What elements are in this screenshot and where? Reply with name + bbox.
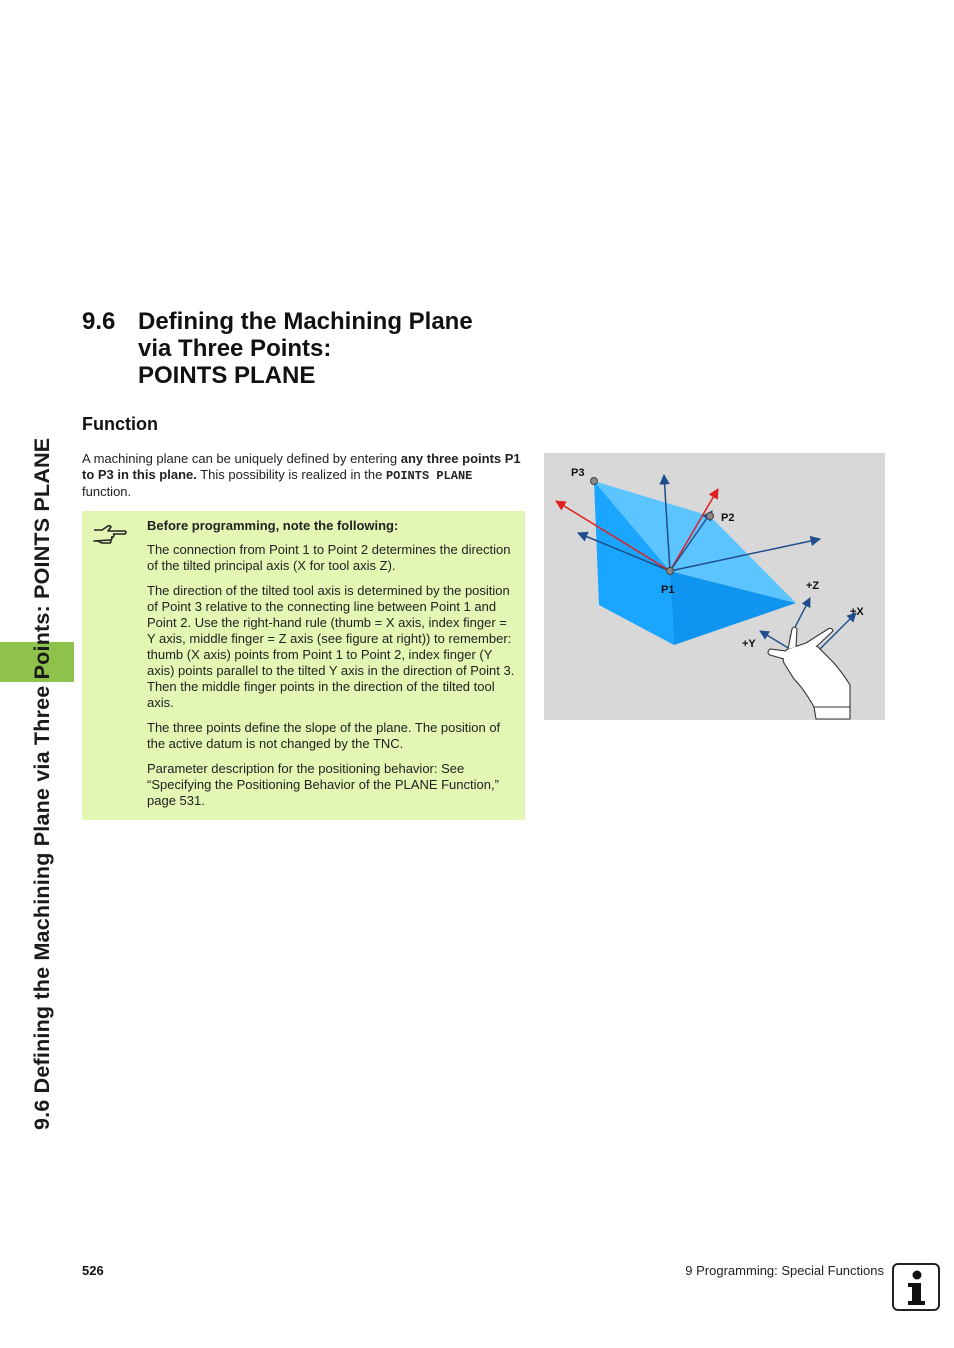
- section-title-line1: Defining the Machining Plane: [138, 308, 473, 335]
- note-box: [82, 511, 525, 820]
- side-running-title: 9.6 Defining the Machining Plane via Three Points: POINTS PLANE: [30, 437, 54, 1130]
- hand-axis-y: [760, 631, 790, 649]
- point-p1-marker: [667, 568, 674, 575]
- intro-bold: any three points P1 to P3 in this plane.: [82, 451, 521, 482]
- intro-code: POINTS PLANE: [385, 469, 473, 483]
- label-plus-z: +Z: [806, 580, 820, 592]
- intro-text1: A machining plane can be uniquely defined by entering: [82, 451, 401, 466]
- note-paragraph-2: The direction of the tilted tool axis is determined by the position of Point 3 relative to the connecting line between Point 1 and Point 2. Use the right-hand rule (thumb = X axis, index finger = Y axis, middle finger = Z axis (see figure at right)) to remember: thumb (X axis) points from Point 1 to Point 2, index finger (Y axis) points parallel to the tilted Y axis in the direction of Point 3. Then the middle finger points in the direction of the tilted tool axis.: [147, 583, 515, 710]
- page-number: 526: [82, 1263, 104, 1278]
- right-hand-sketch: [768, 627, 850, 719]
- intro-paragraph: [82, 451, 522, 500]
- note-paragraph-4: Parameter description for the positioning behavior: See “Specifying the Positioning Behavior of the PLANE Function,” page 531.: [147, 761, 499, 808]
- label-p2: P2: [721, 512, 735, 524]
- intro-text2: This possibility is realized in the: [196, 467, 386, 482]
- intro-text3: function.: [82, 484, 132, 499]
- point-p3-marker: [591, 478, 598, 485]
- label-p3: P3: [571, 467, 585, 479]
- figure-canvas: [544, 453, 885, 720]
- section-title-line3: POINTS PLANE: [138, 362, 316, 389]
- label-p1: P1: [661, 584, 675, 596]
- note-paragraph-1: The connection from Point 1 to Point 2 determines the direction of the tilted principal axis (X for tool axis Z).: [147, 542, 511, 573]
- chapter-title: 9 Programming: Special Functions: [685, 1263, 884, 1278]
- subsection-title: Function: [82, 414, 158, 434]
- label-plus-x: +X: [850, 606, 864, 618]
- section-number: 9.6: [82, 308, 116, 335]
- point-p2-marker: [707, 513, 714, 520]
- info-icon: [892, 1263, 940, 1311]
- note-paragraph-3: The three points define the slope of the plane. The position of the active datum is not changed by the TNC.: [147, 720, 501, 751]
- section-title-line2: via Three Points:: [138, 335, 332, 362]
- pointing-hand-icon: [92, 521, 128, 547]
- label-plus-y: +Y: [742, 638, 756, 650]
- points-plane-figure: [544, 453, 885, 720]
- note-title: Before programming, note the following:: [147, 518, 399, 533]
